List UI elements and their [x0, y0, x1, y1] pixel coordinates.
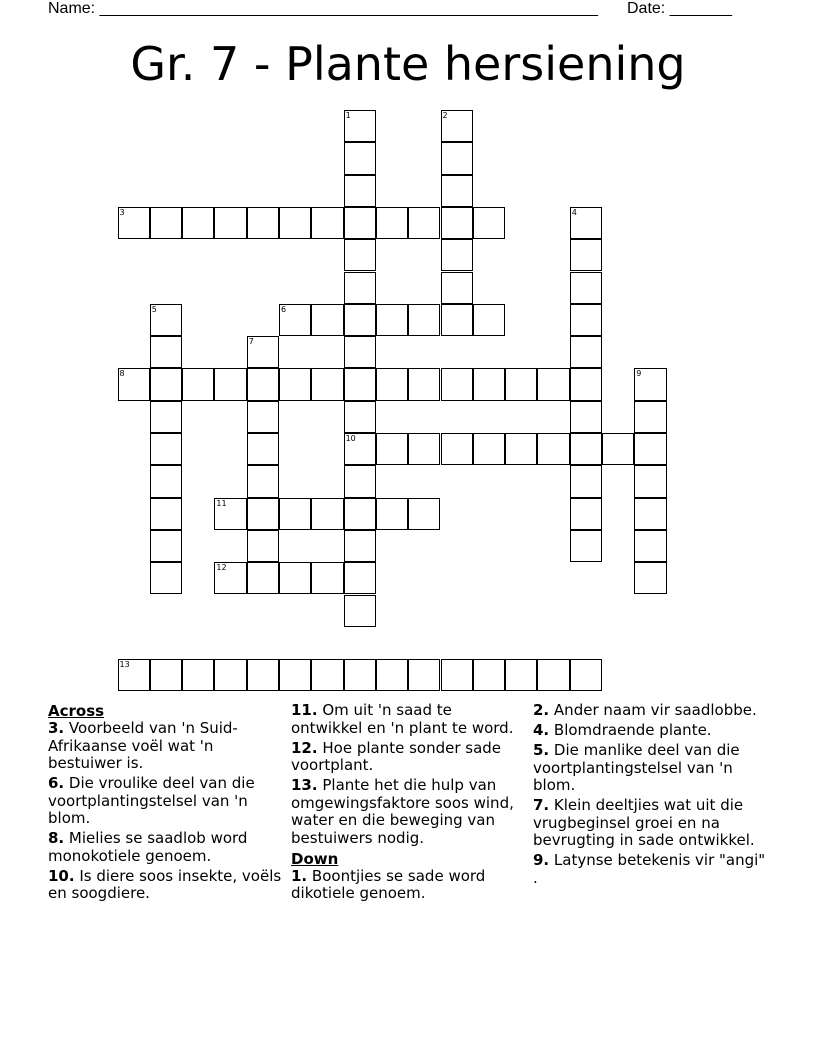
date-field-label[interactable]: Date: _______: [627, 0, 732, 17]
grid-cell[interactable]: [570, 530, 602, 562]
grid-cell[interactable]: [344, 336, 376, 368]
grid-cell[interactable]: [441, 207, 473, 239]
clue-number-label: 2: [442, 111, 448, 120]
grid-cell[interactable]: [441, 239, 473, 271]
grid-cell[interactable]: [408, 304, 440, 336]
grid-cell[interactable]: [537, 368, 569, 400]
clue-number-label: 7: [248, 337, 254, 347]
page-title: Gr. 7 - Plante hersiening: [130, 37, 686, 91]
grid-cell[interactable]: [408, 433, 440, 465]
grid-cell[interactable]: [570, 272, 602, 304]
grid-cell[interactable]: [344, 175, 376, 207]
grid-cell[interactable]: [408, 498, 440, 530]
clue-down-1: 1. Boontjies se sade word dikotiele genoem.: [291, 866, 486, 902]
grid-cell[interactable]: [150, 336, 182, 368]
grid-cell[interactable]: [376, 368, 408, 400]
clue-number-label: 13: [119, 660, 130, 670]
clue-down-5: 5. Die manlike deel van die voortplantingstelsel van 'n blom.: [533, 741, 740, 794]
grid-cell[interactable]: [279, 207, 311, 239]
grid-cell[interactable]: [441, 175, 473, 207]
clue-across-11: 11. Om uit 'n saad te ontwikkel en 'n plant te word.: [291, 701, 514, 737]
grid-cell[interactable]: [570, 433, 602, 465]
grid-cell[interactable]: [537, 433, 569, 465]
grid-cell[interactable]: [344, 530, 376, 562]
clue-column-1: [48, 702, 284, 905]
grid-cell[interactable]: [182, 659, 214, 691]
grid-cell[interactable]: [473, 433, 505, 465]
grid-cell[interactable]: [247, 530, 279, 562]
grid-cell[interactable]: [570, 239, 602, 271]
grid-cell[interactable]: [634, 401, 666, 433]
grid-cell[interactable]: [344, 595, 376, 627]
grid-cell[interactable]: [634, 498, 666, 530]
grid-cell[interactable]: [311, 304, 343, 336]
grid-cell[interactable]: [344, 368, 376, 400]
grid-cell[interactable]: [344, 142, 376, 174]
grid-cell[interactable]: [441, 433, 473, 465]
grid-cell[interactable]: [214, 659, 246, 691]
clue-number-label: 6: [281, 304, 287, 314]
grid-cell[interactable]: [150, 562, 182, 594]
grid-cell[interactable]: [441, 142, 473, 174]
grid-cell[interactable]: [247, 401, 279, 433]
clue-down-2: 2. Ander naam vir saadlobbe.: [533, 701, 757, 719]
grid-cell[interactable]: [150, 498, 182, 530]
clue-column-2: [291, 702, 521, 905]
grid-cell[interactable]: [537, 659, 569, 691]
clue-across-13: 13. Plante het die hulp van omgewingsfaktore soos wind, water en die beweging van bestuiwers nodig.: [291, 776, 514, 847]
grid-cell[interactable]: [214, 207, 246, 239]
grid-cell[interactable]: [150, 659, 182, 691]
clue-down-7: 7. Klein deeltjies wat uit die vrugbeginsel groei en na bevrugting in sade ontwikkel.: [533, 796, 755, 849]
grid-cell[interactable]: [441, 272, 473, 304]
grid-cell[interactable]: [570, 368, 602, 400]
clue-across-6: 6. Die vroulike deel van die voortplantingstelsel van 'n blom.: [48, 774, 255, 827]
grid-cell[interactable]: [311, 498, 343, 530]
grid-cell[interactable]: [311, 562, 343, 594]
clue-across-10: 10. Is diere soos insekte, voëls en soogdiere.: [48, 866, 282, 902]
grid-cell[interactable]: [247, 465, 279, 497]
clue-number-label: 5: [151, 304, 157, 314]
clue-number-label: 9: [636, 369, 642, 379]
clue-number-label: 4: [571, 207, 577, 217]
grid-cell[interactable]: [247, 368, 279, 400]
grid-cell[interactable]: [150, 433, 182, 465]
grid-cell[interactable]: [279, 562, 311, 594]
grid-cell[interactable]: [344, 465, 376, 497]
grid-cell[interactable]: [344, 207, 376, 239]
grid-cell[interactable]: [279, 368, 311, 400]
clue-number-label: 11: [216, 498, 227, 508]
grid-cell[interactable]: [634, 433, 666, 465]
grid-cell[interactable]: [441, 304, 473, 336]
grid-cell[interactable]: [247, 498, 279, 530]
grid-cell[interactable]: [311, 659, 343, 691]
grid-cell[interactable]: [279, 659, 311, 691]
grid-cell[interactable]: [408, 368, 440, 400]
grid-cell[interactable]: [570, 304, 602, 336]
grid-cell[interactable]: [150, 207, 182, 239]
grid-cell[interactable]: [150, 530, 182, 562]
clue-down-4: 4. Blomdraende plante.: [533, 721, 712, 739]
grid-cell[interactable]: [344, 498, 376, 530]
grid-cell[interactable]: [182, 207, 214, 239]
clue-across-12: 12. Hoe plante sonder sade voortplant.: [291, 738, 502, 774]
grid-cell[interactable]: [247, 433, 279, 465]
grid-cell[interactable]: [634, 465, 666, 497]
grid-cell[interactable]: [505, 659, 537, 691]
grid-cell[interactable]: [441, 368, 473, 400]
grid-cell[interactable]: [473, 659, 505, 691]
grid-cell[interactable]: [408, 659, 440, 691]
grid-cell[interactable]: [570, 336, 602, 368]
clue-number-label: 10: [345, 434, 356, 443]
grid-cell[interactable]: [473, 368, 505, 400]
grid-cell[interactable]: [408, 207, 440, 239]
grid-cell[interactable]: [570, 401, 602, 433]
down-heading: Down: [291, 849, 339, 868]
grid-cell[interactable]: [376, 659, 408, 691]
grid-cell[interactable]: [473, 207, 505, 239]
grid-cell[interactable]: [376, 433, 408, 465]
grid-cell[interactable]: [602, 433, 634, 465]
clue-number-label: 1: [345, 111, 351, 120]
grid-cell[interactable]: [344, 401, 376, 433]
grid-cell[interactable]: [150, 465, 182, 497]
grid-cell[interactable]: [311, 368, 343, 400]
grid-cell[interactable]: [570, 498, 602, 530]
grid-cell[interactable]: [247, 659, 279, 691]
grid-cell[interactable]: [634, 530, 666, 562]
grid-cell[interactable]: [376, 304, 408, 336]
grid-cell[interactable]: [247, 562, 279, 594]
grid-cell[interactable]: [344, 562, 376, 594]
grid-cell[interactable]: [570, 465, 602, 497]
clue-number-label: 3: [119, 207, 125, 217]
clue-number-label: 8: [119, 369, 125, 379]
grid-cell[interactable]: [182, 368, 214, 400]
grid-cell[interactable]: [344, 239, 376, 271]
clue-across-8: 8. Mielies se saadlob word monokotiele genoem.: [48, 829, 248, 865]
grid-cell[interactable]: [150, 368, 182, 400]
grid-cell[interactable]: [505, 433, 537, 465]
grid-cell[interactable]: [344, 304, 376, 336]
grid-cell[interactable]: [473, 304, 505, 336]
clue-number-label: 12: [216, 563, 227, 573]
grid-cell[interactable]: [150, 401, 182, 433]
grid-cell[interactable]: [279, 498, 311, 530]
across-heading: Across: [48, 702, 105, 720]
grid-cell[interactable]: [376, 207, 408, 239]
clue-across-3: 3. Voorbeeld van 'n Suid-Afrikaanse voël wat 'n bestuiwer is.: [48, 719, 238, 772]
grid-cell[interactable]: [505, 368, 537, 400]
grid-cell[interactable]: [376, 498, 408, 530]
clue-column-3: [533, 702, 769, 890]
grid-cell[interactable]: [344, 272, 376, 304]
grid-cell[interactable]: [634, 562, 666, 594]
clue-down-9: 9. Latynse betekenis vir "angi" .: [533, 851, 766, 887]
grid-cell[interactable]: [311, 207, 343, 239]
grid-cell[interactable]: [344, 659, 376, 691]
name-field-label[interactable]: Name: ________________________________________________________: [48, 0, 598, 17]
grid-cell[interactable]: [247, 207, 279, 239]
grid-cell[interactable]: [441, 659, 473, 691]
grid-cell[interactable]: [214, 368, 246, 400]
grid-cell[interactable]: [570, 659, 602, 691]
